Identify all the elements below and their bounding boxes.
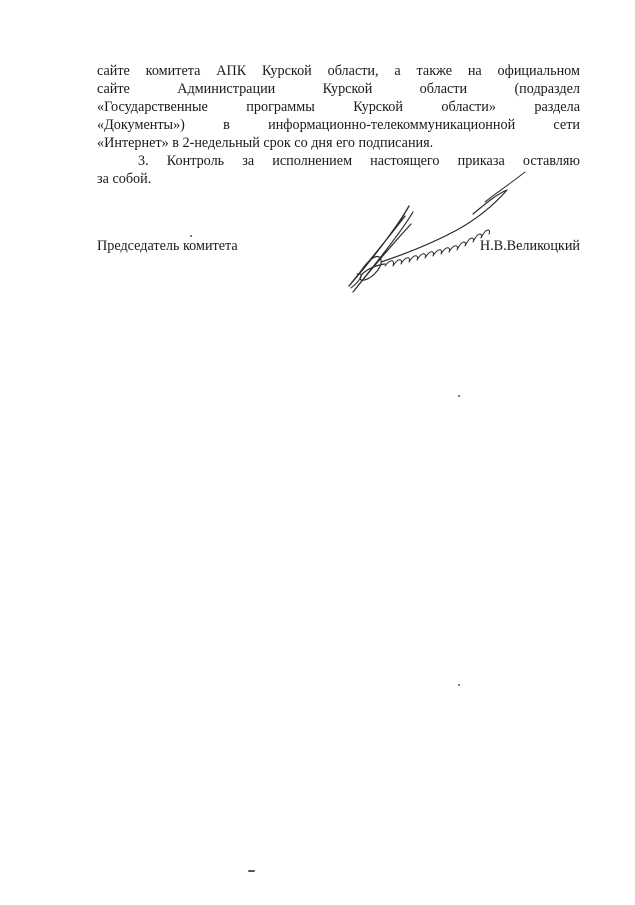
paragraph-line: «Интернет» в 2-недельный срок со дня его подписания.: [97, 135, 434, 151]
paragraph-line: «Государственные программы Курской области» раздела: [97, 99, 580, 115]
paragraph-line: за собой.: [97, 171, 152, 187]
signer-position: Председатель комитета: [97, 238, 238, 254]
handwritten-signature: [335, 168, 535, 298]
paragraph-line: сайте Администрации Курской области (подраздел: [97, 81, 580, 97]
scan-speck: [458, 395, 460, 397]
signer-name: Н.В.Великоцкий: [479, 238, 580, 254]
scan-speck: [458, 684, 460, 686]
paragraph-line: «Документы») в информационно-телекоммуникационной сети: [97, 117, 580, 133]
paragraph-line: 3. Контроль за исполнением настоящего приказа оставляю: [138, 153, 580, 169]
paragraph-line: сайте комитета АПК Курской области, а также на официальном: [97, 63, 580, 79]
signature-stroke: [381, 190, 507, 262]
scan-speck: [190, 235, 192, 237]
signature-stroke: [485, 172, 525, 202]
scan-speck: [248, 870, 255, 872]
